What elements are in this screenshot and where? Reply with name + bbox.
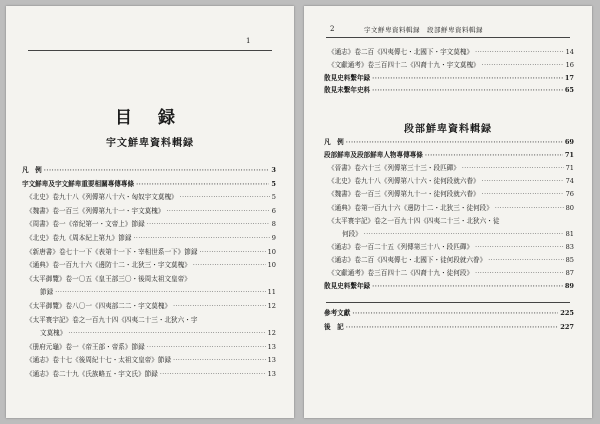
toc-entry-page: 9 [271, 234, 276, 242]
toc-entry-page: 10 [267, 247, 276, 256]
divider [326, 302, 570, 303]
toc-entry-page: 3 [271, 166, 276, 174]
toc-entry-page: 13 [267, 342, 276, 351]
toc-entry-page: 80 [565, 203, 574, 212]
toc-entry [324, 74, 574, 83]
toc-entry-page: 225 [560, 309, 574, 317]
dot-leader [147, 343, 266, 352]
toc-entry-page: 6 [271, 206, 276, 215]
toc-entry-page: 14 [565, 48, 574, 56]
right-page [304, 6, 592, 418]
toc-entry [324, 86, 574, 95]
dot-leader [372, 282, 563, 291]
toc-entry [26, 275, 276, 284]
dot-leader [44, 166, 270, 175]
toc-entry [328, 243, 574, 252]
dot-leader [193, 261, 266, 270]
toc-entry [26, 261, 276, 270]
section-title: 宇文鮮卑資料輯録 [106, 138, 194, 149]
toc-entry-title: 《通志》卷一百二十五《列傳第三十八・段匹磾》 [328, 242, 474, 251]
toc-entry [328, 177, 574, 186]
toc-entry [324, 309, 574, 318]
dot-leader [173, 302, 266, 311]
toc-entry [342, 230, 574, 239]
toc-entry-title: 《太平寰宇記》卷之一百九十四《四夷二十三・北狄六・徒 [328, 216, 500, 225]
dot-leader [425, 151, 563, 160]
toc-entry-title: 《北史》卷九十八《列傳第八十六・匈奴宇文莫槐》 [26, 193, 178, 202]
toc-entry-page: 74 [565, 177, 574, 186]
toc-entry [328, 256, 574, 265]
toc-entry-page: 81 [565, 229, 574, 238]
toc-entry [324, 151, 574, 160]
toc-entry-page: 12 [267, 302, 276, 310]
dot-leader [495, 204, 564, 213]
dot-leader [475, 269, 564, 278]
toc-entry-page: 65 [564, 86, 574, 95]
toc-entry-title: 節録 [40, 288, 54, 297]
toc-entry-title: 《通志》卷十七《後周紀十七・太祖文皇帝》節録 [26, 356, 172, 365]
dot-leader [364, 230, 564, 239]
toc-entry-title: 宇文鮮卑及宇文鮮卑重要相關專傳專條 [22, 179, 135, 188]
toc-entry-title: 《册府元龜》卷一《帝王部・帝系》節録 [26, 342, 145, 351]
section-title: 段部鮮卑資料輯録 [404, 124, 492, 135]
toc-entry-page: 5 [271, 193, 276, 202]
toc-entry [26, 370, 276, 379]
toc-entry-page: 71 [564, 151, 574, 160]
toc-entry-page: 10 [267, 261, 276, 270]
toc-entry-title: 《通典》卷一百九十六《邊防十二・北狄三・宇文莫槐》 [26, 261, 191, 270]
toc-entry [26, 234, 276, 243]
dot-leader [166, 207, 269, 216]
toc-entry-page: 5 [271, 179, 276, 188]
dot-leader [134, 234, 270, 243]
toc-entry-title: 《新唐書》卷七十一下《表第十一下・宰相世系一下》節録 [26, 247, 198, 256]
dot-leader [173, 356, 266, 365]
toc-entry-title: 《文獻通考》卷三百四十二《四裔十九・宇文莫槐》 [328, 60, 480, 69]
toc-entry-page: 13 [267, 356, 276, 365]
toc-entry-title: 《文獻通考》卷三百四十二《四裔十九・徒何段》 [328, 269, 474, 277]
left-page [6, 6, 294, 418]
toc-entry-title: 《通志》卷二百《四夷傳七・北國下・徒何段就六眷》 [328, 255, 487, 264]
toc-entry-title: 文莫槐》 [40, 329, 67, 338]
dot-leader [482, 177, 564, 186]
toc-entry [328, 48, 574, 57]
toc-entry-page: 8 [271, 220, 276, 229]
toc-entry-title: 凡 例 [22, 166, 42, 174]
toc-entry [22, 166, 276, 175]
toc-entry-title: 《通志》卷二十九《氏族略五・宇文氏》節録 [26, 370, 158, 378]
dot-leader [475, 243, 564, 252]
dot-leader [180, 193, 270, 202]
dot-leader [482, 61, 564, 70]
toc-entry-title: 散見未繫年史料 [324, 86, 371, 95]
toc-entry-title: 《魏書》卷一百三《列傳第九十一・徒何段就六眷》 [328, 190, 480, 199]
toc-entry [324, 138, 574, 147]
toc-entry-page: 13 [267, 370, 276, 378]
dot-leader [136, 180, 269, 189]
toc-entry [328, 217, 574, 226]
toc-entry-title: 參考文獻 [324, 309, 351, 317]
dot-leader [372, 86, 563, 95]
toc-entry-page: 11 [267, 288, 276, 297]
dot-leader [346, 323, 558, 332]
toc-entry [328, 190, 574, 199]
toc-entry-title: 《通志》卷二百《四夷傳七・北國下・宇文莫槐》 [328, 48, 474, 56]
header-rule [326, 37, 570, 38]
toc-entry-title: 段部鮮卑及段部鮮卑人物專傳專條 [324, 151, 423, 160]
toc-entry-page: 76 [565, 190, 574, 199]
dot-leader [147, 220, 270, 229]
toc-entry [26, 207, 276, 216]
dot-leader [482, 190, 564, 199]
toc-entry-page: 85 [565, 255, 574, 264]
dot-leader [199, 248, 265, 257]
toc-entry [328, 164, 574, 173]
toc-entry [26, 316, 276, 325]
page-title: 目 録 [115, 108, 185, 128]
toc-entry [26, 302, 276, 311]
dot-leader [352, 309, 558, 318]
toc-entry-title: 散見史料繫年録 [324, 282, 371, 291]
dot-leader [462, 164, 564, 173]
toc-entry-page: 71 [565, 164, 574, 173]
dot-leader [160, 370, 266, 379]
toc-entry [328, 61, 574, 70]
toc-entry-page: 227 [560, 322, 574, 331]
running-header: 宇文鮮卑資料輯録 段部鮮卑資料輯録 [364, 26, 483, 34]
toc-entry-title: 《北史》卷九十八《列傳第八十六・徒何段就六眷》 [328, 177, 480, 186]
toc-entry-page: 83 [565, 242, 574, 251]
toc-entry-title: 何段》 [342, 229, 362, 238]
toc-entry [328, 269, 574, 278]
toc-entry [26, 193, 276, 202]
toc-entry [40, 288, 276, 297]
toc-entry [22, 180, 276, 189]
toc-entry [40, 329, 276, 338]
toc-entry-page: 17 [564, 73, 574, 82]
toc-entry-title: 《周書》卷一《帝紀第一・文帝上》節録 [26, 220, 145, 229]
toc-entry-page: 87 [565, 269, 574, 277]
toc-entry-page: 69 [564, 138, 574, 146]
toc-entry-title: 《魏書》卷一百三《列傳第九十一・宇文莫槐》 [26, 206, 165, 215]
toc-entry-page: 16 [565, 60, 574, 69]
dot-leader [55, 288, 265, 297]
dot-leader [346, 138, 563, 147]
dot-leader [475, 48, 564, 57]
dot-leader [488, 256, 563, 265]
page-number: 1 [246, 37, 251, 45]
toc-entry [26, 220, 276, 229]
dot-leader [68, 329, 265, 338]
toc-entry-title: 散見史料繫年録 [324, 73, 371, 82]
page-number: 2 [330, 25, 335, 33]
toc-entry [26, 248, 276, 257]
toc-entry-title: 《太平寰宇記》卷之一百九十四《四夷二十三・北狄六・宇 [26, 315, 198, 324]
toc-entry-title: 《北史》卷九《周本紀上第九》節録 [26, 234, 132, 242]
toc-entry [26, 356, 276, 365]
header-rule [28, 50, 272, 51]
toc-entry [324, 323, 574, 332]
toc-entry-page: 89 [564, 282, 574, 291]
dot-leader [372, 74, 563, 83]
toc-entry-title: 後 記 [324, 322, 344, 331]
toc-entry [26, 343, 276, 352]
toc-entry-title: 《太平御覽》卷一〇五《皇王部三〇・後周太祖文皇帝》 [26, 274, 191, 283]
toc-entry-title: 凡 例 [324, 138, 344, 146]
toc-entry [324, 282, 574, 291]
toc-entry-title: 《太平御覽》卷八〇一《四夷部二二・宇文莫槐》 [26, 302, 172, 310]
toc-entry-page: 12 [267, 329, 276, 338]
toc-entry-title: 《通典》卷第一百九十六《邊防十二・北狄三・徒何段》 [328, 203, 493, 212]
toc-entry-title: 《晉書》卷六十三《列傳第三十三・段匹磾》 [328, 164, 460, 173]
toc-entry [328, 204, 574, 213]
